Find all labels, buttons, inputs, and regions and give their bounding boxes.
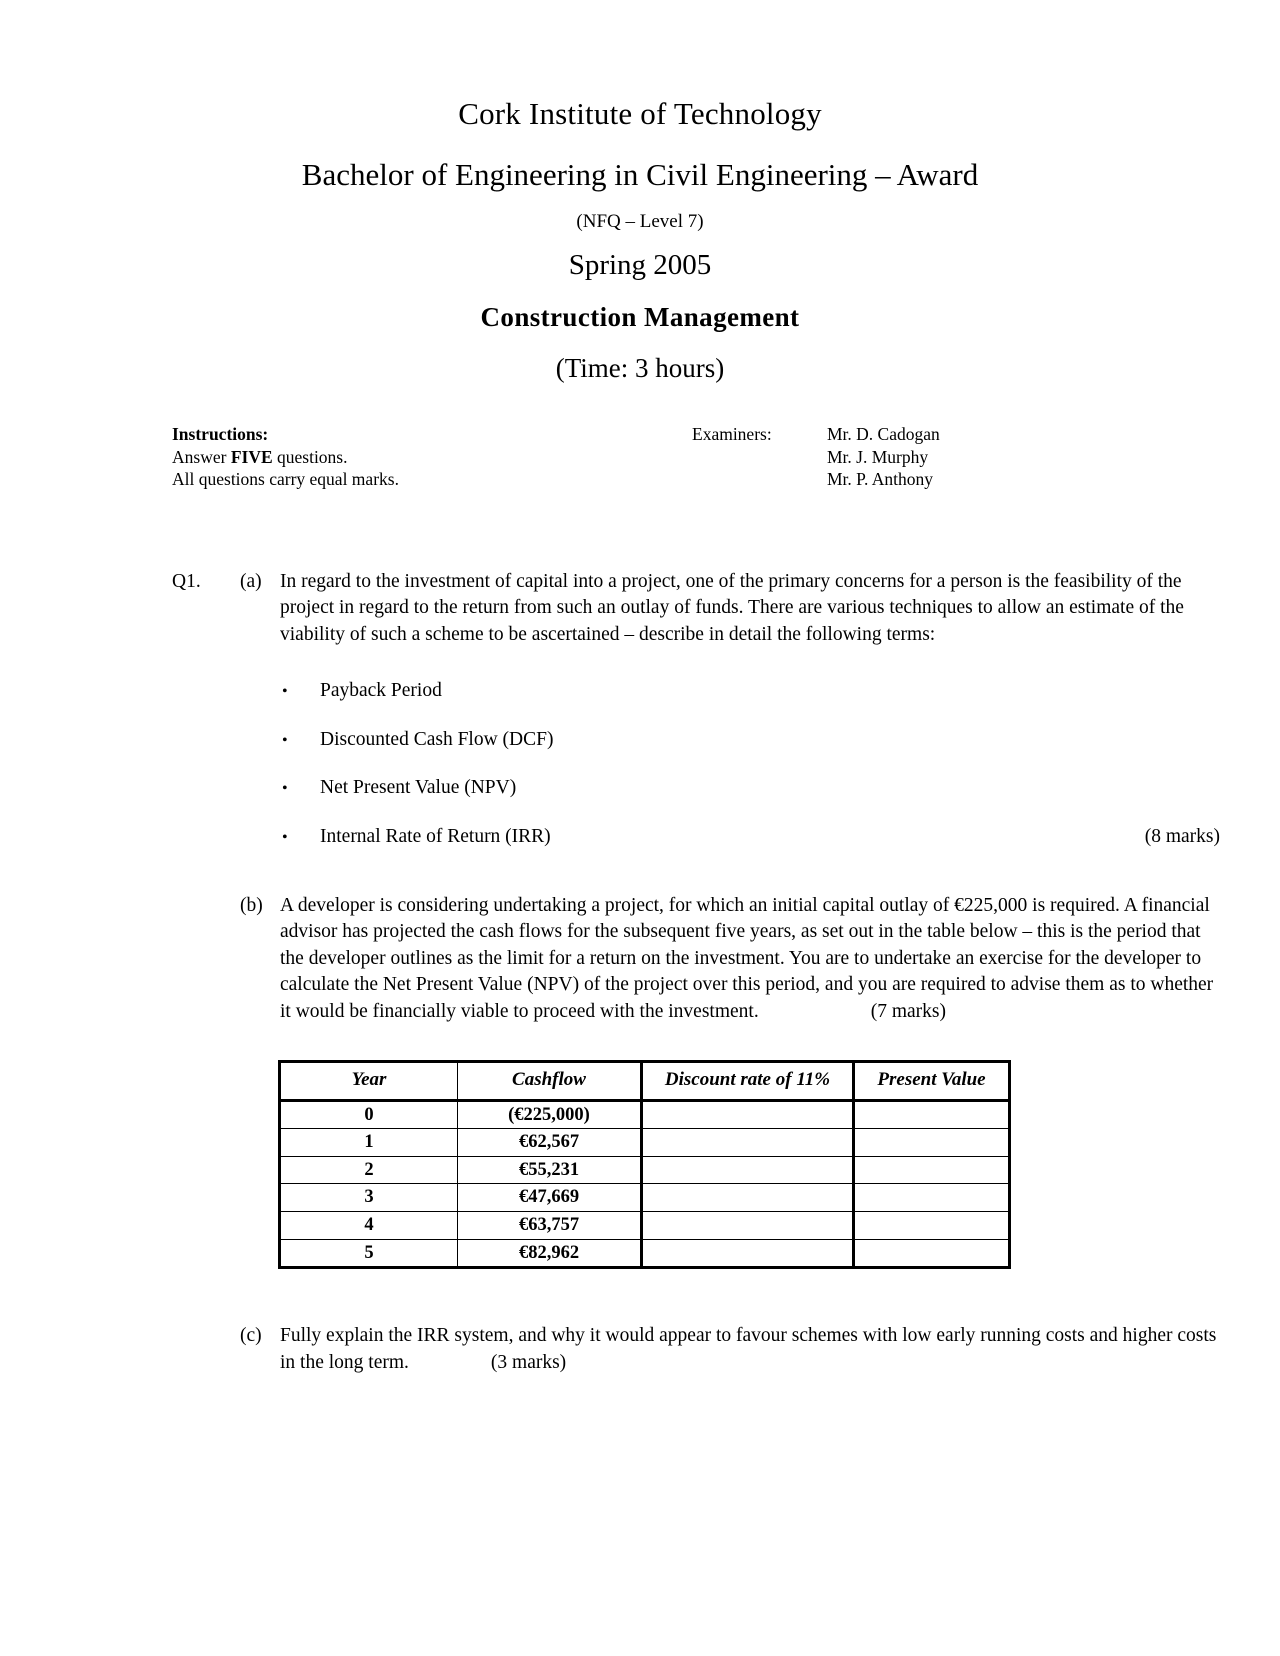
cell-cashflow: (€225,000) (458, 1100, 642, 1129)
subject-title: Construction Management (480, 302, 800, 332)
cell-present-value (854, 1212, 1010, 1240)
cell-year: 2 (280, 1156, 458, 1184)
cell-present-value (854, 1239, 1010, 1268)
cell-discount (642, 1239, 854, 1268)
cashflow-table (278, 1060, 1011, 1270)
bullet-label-payback: Payback Period (320, 680, 442, 702)
part-c-text-wrap (280, 1323, 1220, 1376)
bullet-icon: • (282, 780, 288, 798)
examiners-label: Examiners: (692, 424, 772, 444)
question-part-c (172, 1323, 1220, 1376)
cell-discount (642, 1100, 854, 1129)
examiners-block (692, 423, 940, 491)
cell-year: 1 (280, 1129, 458, 1157)
examiner-name-1: Mr. D. Cadogan (827, 424, 940, 444)
part-c-letter: (c) (240, 1325, 262, 1347)
col-header-present-value: Present Value (854, 1061, 1010, 1100)
examiner-name-2: Mr. J. Murphy (827, 446, 929, 467)
list-item (282, 824, 1220, 851)
list-item (282, 678, 1220, 705)
instructions-answer-count: FIVE (230, 446, 273, 467)
document-header (0, 0, 1280, 382)
cell-year: 0 (280, 1100, 458, 1129)
part-b-letter: (b) (240, 894, 263, 916)
table-row (280, 1129, 1010, 1157)
part-b-marks: (7 marks) (870, 1001, 946, 1023)
cell-present-value (854, 1129, 1010, 1157)
question-body (0, 569, 1280, 1377)
cell-cashflow: €63,757 (458, 1212, 642, 1240)
instructions-answer-pre: Answer (172, 446, 231, 467)
instructions-examiners-block (0, 423, 1280, 491)
col-header-year: Year (280, 1061, 458, 1100)
bullet-label-irr: Internal Rate of Return (IRR) (320, 826, 551, 848)
bullet-icon: • (282, 829, 288, 847)
cell-discount (642, 1129, 854, 1157)
question-part-b (172, 893, 1220, 1026)
instructions-heading: Instructions: (172, 424, 269, 444)
cell-year: 5 (280, 1239, 458, 1268)
table-header-row (280, 1061, 1010, 1100)
examiner-name-3: Mr. P. Anthony (827, 469, 933, 489)
bullet-icon: • (282, 683, 288, 701)
institute-title: Cork Institute of Technology (458, 96, 822, 131)
cell-discount (642, 1212, 854, 1240)
list-item (282, 775, 1220, 802)
part-b-text-wrap (280, 893, 1220, 1026)
exam-season: Spring 2005 (568, 249, 712, 281)
table-row (280, 1184, 1010, 1212)
question-number: Q1. (172, 570, 201, 592)
cell-cashflow: €47,669 (458, 1184, 642, 1212)
cell-discount (642, 1156, 854, 1184)
award-title: Bachelor of Engineering in Civil Engineering – Award (301, 157, 979, 192)
cell-present-value (854, 1156, 1010, 1184)
part-a-text: In regard to the investment of capital into a project, one of the primary concerns for a person is the feasibility of the project in regard to the return from such an outlay of funds. There are various techniques to allow an estimate of the viability of such a scheme to be ascertained – describe in detail the following terms: (280, 570, 1184, 645)
cell-year: 3 (280, 1184, 458, 1212)
cashflow-table-wrap (172, 1060, 1220, 1270)
question-part-a (172, 569, 1220, 649)
part-b-text: A developer is considering undertaking a project, for which an initial capital outlay of €225,000 is required. A financial advisor has projected the cash flows for the subsequent five years, as set out in the table below – this is the period that the developer outlines as the limit for a return on the investment. You are to undertake an exercise for the developer to calculate the Net Present Value (NPV) of the project over this period, and you are required to advise them as to whether it would be financially viable to proceed with the investment. (280, 894, 1214, 1023)
part-c-marks: (3 marks) (490, 1351, 567, 1373)
cell-cashflow: €62,567 (458, 1129, 642, 1157)
cell-discount (642, 1184, 854, 1212)
cell-year: 4 (280, 1212, 458, 1240)
part-a-marks: (8 marks) (1144, 826, 1220, 848)
col-header-discount-rate: Discount rate of 11% (642, 1061, 854, 1100)
bullet-icon: • (282, 731, 288, 749)
part-c-text: Fully explain the IRR system, and why it would appear to favour schemes with low early running costs and higher costs in the long term. (280, 1325, 1217, 1373)
cell-present-value (854, 1184, 1010, 1212)
col-header-cashflow: Cashflow (458, 1061, 642, 1100)
part-a-letter: (a) (240, 570, 262, 592)
bullet-label-npv: Net Present Value (NPV) (320, 777, 517, 799)
cell-cashflow: €55,231 (458, 1156, 642, 1184)
table-row (280, 1100, 1010, 1129)
table-row (280, 1212, 1010, 1240)
table-row (280, 1239, 1010, 1268)
exam-duration: (Time: 3 hours) (555, 353, 725, 383)
table-row (280, 1156, 1010, 1184)
instructions-line-2: All questions carry equal marks. (172, 469, 399, 489)
cell-cashflow: €82,962 (458, 1239, 642, 1268)
instructions-answer-post: questions. (272, 446, 348, 467)
nfq-level: (NFQ – Level 7) (576, 211, 704, 232)
instructions-block (172, 423, 692, 491)
cell-present-value (854, 1100, 1010, 1129)
part-a-bullet-list (172, 678, 1220, 850)
list-item (282, 727, 1220, 754)
bullet-label-dcf: Discounted Cash Flow (DCF) (320, 728, 554, 750)
instructions-line-1 (172, 446, 692, 469)
